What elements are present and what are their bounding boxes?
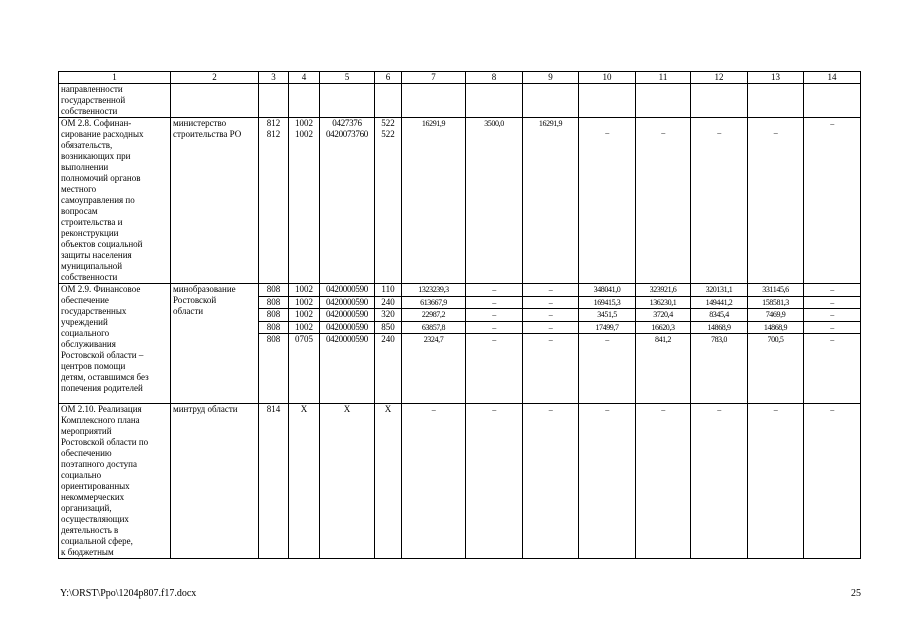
value-cell: 169415,3 xyxy=(579,296,636,309)
text-line: – xyxy=(830,405,834,414)
text-line: 3500,0 xyxy=(484,119,504,128)
text-line: Ростовской xyxy=(173,295,217,305)
text-line: – xyxy=(548,405,553,414)
csr-cell xyxy=(320,404,375,559)
value-cell xyxy=(402,404,466,559)
value-cell: – xyxy=(579,334,636,404)
value-cell: 149441,2 xyxy=(691,296,748,309)
empty-cell xyxy=(320,84,375,118)
rzpr-cell: 1002 xyxy=(289,309,320,322)
value-cell: – xyxy=(466,309,523,322)
text-line: – xyxy=(492,405,496,414)
text-line: ОМ 2.10. Реализация xyxy=(61,404,142,414)
value-cell: – xyxy=(804,296,861,309)
rzpr-cell: 1002 xyxy=(289,284,320,297)
text-line: 0420073760 xyxy=(325,129,368,139)
grbs-cell: 808 xyxy=(259,309,289,322)
text-line: – xyxy=(773,405,778,414)
measure-name-cell xyxy=(59,84,171,118)
empty-cell xyxy=(466,84,523,118)
text-line: поэтапного доступа xyxy=(61,459,137,469)
text-line: минобразование xyxy=(173,284,236,294)
value-cell: 331145,6 xyxy=(748,284,804,297)
column-number-row xyxy=(59,72,861,84)
text-line: детям, оставшимся без xyxy=(61,372,149,382)
value-cell: – xyxy=(804,284,861,297)
text-line: Комплексного плана xyxy=(61,415,140,425)
text-line: обслуживания xyxy=(61,339,116,349)
empty-cell xyxy=(375,84,402,118)
value-cell: 323921,6 xyxy=(636,284,691,297)
text-line: осуществляющих xyxy=(61,514,129,524)
table-row-om-2-8 xyxy=(59,118,861,284)
value-cell: 16620,3 xyxy=(636,321,691,334)
text-line: минтруд области xyxy=(173,404,238,414)
text-line: центров помощи xyxy=(61,361,126,371)
csr-cell: 0420000590 xyxy=(320,284,375,297)
vr-cell: 240 xyxy=(375,334,402,404)
grbs-cell: 808 xyxy=(259,284,289,297)
value-cell: – xyxy=(466,321,523,334)
value-cell xyxy=(466,404,523,559)
value-cell xyxy=(523,118,579,284)
value-cell xyxy=(748,118,804,284)
value-cell: 17499,7 xyxy=(579,321,636,334)
text-line: обеспечению xyxy=(61,448,112,458)
column-header: 5 xyxy=(320,72,375,84)
csr-cell: 0420000590 xyxy=(320,334,375,404)
empty-cell xyxy=(523,84,579,118)
csr-cell: 0420000590 xyxy=(320,309,375,322)
text-line: 812 xyxy=(266,129,281,139)
text-line: министерство xyxy=(173,118,227,128)
measure-name-cell xyxy=(59,284,171,404)
text-line: попечения родителей xyxy=(61,383,143,393)
text-line: Ростовской области по xyxy=(61,437,149,447)
grbs-cell: 808 xyxy=(259,334,289,404)
text-line: организаций, xyxy=(61,503,112,513)
text-line: – xyxy=(717,128,721,137)
value-cell: 348041,0 xyxy=(579,284,636,297)
column-header: 8 xyxy=(466,72,523,84)
value-cell: – xyxy=(523,296,579,309)
value-cell: 3451,5 xyxy=(579,309,636,322)
value-cell xyxy=(691,118,748,284)
column-header: 9 xyxy=(523,72,579,84)
text-line: 16291,9 xyxy=(538,119,563,128)
text-line: сирование расходных xyxy=(61,129,144,139)
value-cell: 2324,7 xyxy=(402,334,466,404)
vr-cell: 850 xyxy=(375,321,402,334)
csr-cell: 0420000590 xyxy=(320,296,375,309)
text-line: 522 xyxy=(381,129,395,139)
budget-table xyxy=(58,71,861,559)
text-line: выполнении xyxy=(61,162,109,172)
value-cell: 7469,9 xyxy=(748,309,804,322)
value-cell xyxy=(804,404,861,559)
value-cell: 158581,3 xyxy=(748,296,804,309)
column-header: 13 xyxy=(748,72,804,84)
column-header: 14 xyxy=(804,72,861,84)
value-cell xyxy=(579,118,636,284)
value-cell: 8345,4 xyxy=(691,309,748,322)
text-line: вопросам xyxy=(61,206,98,216)
text-line: Х xyxy=(384,404,392,414)
empty-cell xyxy=(804,84,861,118)
text-line: защиты населения xyxy=(61,250,132,260)
text-line: объектов социальной xyxy=(61,239,143,249)
value-cell: 22987,2 xyxy=(402,309,466,322)
text-line: 1002 xyxy=(295,118,313,128)
text-line: – xyxy=(605,405,609,414)
value-cell xyxy=(466,118,523,284)
value-cell: – xyxy=(466,334,523,404)
text-line: ОМ 2.8. Софинан- xyxy=(61,118,132,128)
text-line: строительства и xyxy=(61,217,123,227)
column-header: 10 xyxy=(579,72,636,84)
value-cell: 783,0 xyxy=(691,334,748,404)
text-line: – xyxy=(830,119,834,128)
table-row-om-2-10 xyxy=(59,404,861,559)
text-line: полномочий органов xyxy=(61,173,141,183)
vr-cell: 240 xyxy=(375,296,402,309)
value-cell: – xyxy=(523,284,579,297)
text-line: деятельность в xyxy=(61,525,119,535)
text-line: государственной xyxy=(61,95,126,105)
text-line: Х xyxy=(343,404,351,414)
text-line: направленности xyxy=(61,84,123,94)
value-cell xyxy=(636,404,691,559)
value-cell xyxy=(691,404,748,559)
rzpr-cell: 1002 xyxy=(289,296,320,309)
text-line: учреждений xyxy=(61,317,108,327)
value-cell: – xyxy=(523,321,579,334)
executor-cell xyxy=(171,284,259,404)
value-cell: 613667,9 xyxy=(402,296,466,309)
value-cell: – xyxy=(804,334,861,404)
text-line: социального xyxy=(61,328,110,338)
text-line: 0427376 xyxy=(332,118,362,128)
text-line: обязательств, xyxy=(61,140,113,150)
vr-cell xyxy=(375,404,402,559)
text-line: собственности xyxy=(61,106,118,116)
column-header: 7 xyxy=(402,72,466,84)
empty-cell xyxy=(691,84,748,118)
empty-cell xyxy=(636,84,691,118)
text-line: – xyxy=(661,128,665,137)
column-header: 6 xyxy=(375,72,402,84)
measure-name-cell xyxy=(59,404,171,559)
value-cell xyxy=(579,404,636,559)
text-line: области xyxy=(173,306,204,316)
empty-cell xyxy=(402,84,466,118)
text-line: 522 xyxy=(381,118,395,128)
text-line: некоммерческих xyxy=(61,492,125,502)
text-line: государственных xyxy=(61,306,127,316)
text-line: 812 xyxy=(266,118,281,128)
value-cell xyxy=(804,118,861,284)
value-cell: 136230,1 xyxy=(636,296,691,309)
text-line: – xyxy=(717,405,721,414)
text-line: 814 xyxy=(266,404,281,414)
value-cell: – xyxy=(466,284,523,297)
text-line: мероприятий xyxy=(61,426,112,436)
text-line: Ростовской области – xyxy=(61,350,144,360)
value-cell xyxy=(523,404,579,559)
empty-cell xyxy=(289,84,320,118)
text-line: социально xyxy=(61,470,102,480)
text-line: возникающих при xyxy=(61,151,131,161)
value-cell: 14868,9 xyxy=(691,321,748,334)
text-line: к бюджетным xyxy=(61,547,114,557)
text-line: – xyxy=(773,128,778,137)
measure-name-cell xyxy=(59,118,171,284)
empty-cell xyxy=(259,84,289,118)
empty-cell xyxy=(171,84,259,118)
text-line: социальной сфере, xyxy=(61,536,133,546)
value-cell: – xyxy=(523,309,579,322)
vr-cell: 110 xyxy=(375,284,402,297)
footer-file-path: Y:\ORST\Ppo\1204p807.f17.docx xyxy=(60,588,197,599)
text-line: строительства РО xyxy=(173,129,242,139)
value-cell: 14868,9 xyxy=(748,321,804,334)
text-line: – xyxy=(661,405,665,414)
value-cell xyxy=(636,118,691,284)
grbs-cell xyxy=(259,118,289,284)
column-header: 3 xyxy=(259,72,289,84)
text-line: обеспечение xyxy=(61,295,109,305)
value-cell: 3720,4 xyxy=(636,309,691,322)
text-line: 1002 xyxy=(295,129,313,139)
rzpr-cell xyxy=(289,404,320,559)
value-cell: – xyxy=(523,334,579,404)
value-cell: – xyxy=(804,321,861,334)
column-header: 12 xyxy=(691,72,748,84)
grbs-cell: 808 xyxy=(259,321,289,334)
page-number: 25 xyxy=(851,588,861,599)
grbs-cell: 808 xyxy=(259,296,289,309)
column-header: 4 xyxy=(289,72,320,84)
value-cell: 700,5 xyxy=(748,334,804,404)
column-header: 1 xyxy=(59,72,171,84)
table-row-om-2-9 xyxy=(59,284,861,297)
vr-cell xyxy=(375,118,402,284)
rzpr-cell xyxy=(289,118,320,284)
csr-cell xyxy=(320,118,375,284)
value-cell: – xyxy=(466,296,523,309)
column-header: 11 xyxy=(636,72,691,84)
rzpr-cell: 0705 xyxy=(289,334,320,404)
grbs-cell xyxy=(259,404,289,559)
value-cell xyxy=(402,118,466,284)
vr-cell: 320 xyxy=(375,309,402,322)
text-line: ориентированных xyxy=(61,481,130,491)
table-row-continuation xyxy=(59,84,861,118)
value-cell: 1323239,3 xyxy=(402,284,466,297)
empty-cell xyxy=(579,84,636,118)
text-line: ОМ 2.9. Финансовое xyxy=(61,284,141,294)
value-cell: 841,2 xyxy=(636,334,691,404)
text-line: реконструкции xyxy=(61,228,119,238)
empty-cell xyxy=(748,84,804,118)
value-cell xyxy=(748,404,804,559)
column-header: 2 xyxy=(171,72,259,84)
text-line: – xyxy=(605,128,609,137)
executor-cell xyxy=(171,404,259,559)
text-line: собственности xyxy=(61,272,118,282)
text-line: самоуправления по xyxy=(61,195,135,205)
text-line: Х xyxy=(300,404,308,414)
value-cell: – xyxy=(804,309,861,322)
text-line: 16291,9 xyxy=(421,119,446,128)
executor-cell xyxy=(171,118,259,284)
text-line: муниципальной xyxy=(61,261,123,271)
text-line: – xyxy=(431,405,436,414)
value-cell: 320131,1 xyxy=(691,284,748,297)
csr-cell: 0420000590 xyxy=(320,321,375,334)
rzpr-cell: 1002 xyxy=(289,321,320,334)
text-line: местного xyxy=(61,184,97,194)
value-cell: 63857,8 xyxy=(402,321,466,334)
